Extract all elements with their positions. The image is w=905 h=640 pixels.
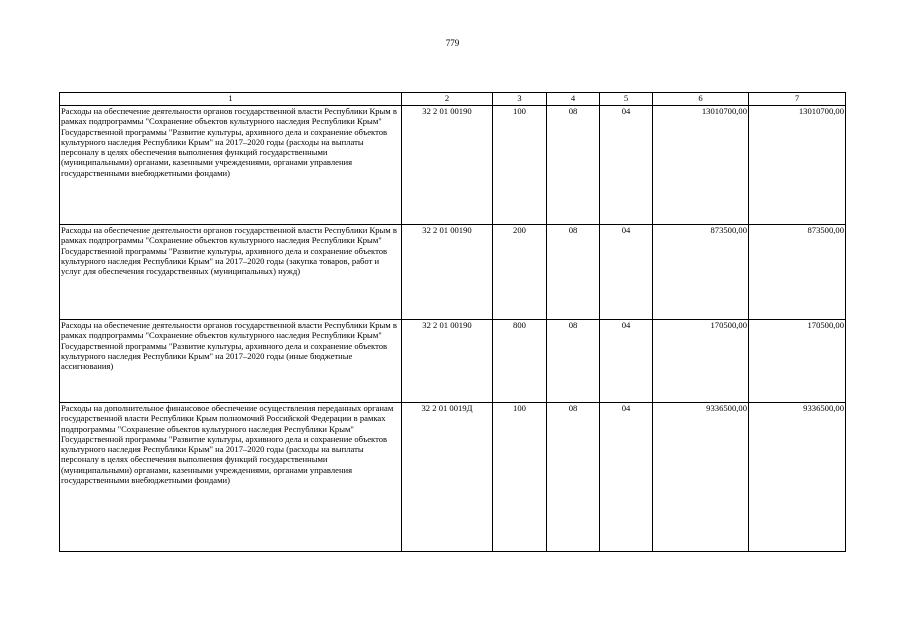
row-amount-col7: 170500,00 — [749, 320, 846, 403]
row-expense-type: 200 — [493, 225, 547, 320]
page-number: 779 — [445, 38, 460, 48]
table-row — [60, 225, 846, 320]
row-description: Расходы на обеспечение деятельности органов государственной власти Республики Крым в рамках подпрограммы "Сохранение объектов культурного наследия Республики Крым" Государственной программы "Развитие культуры, архивного дела и сохранение объектов культурного наследия Республики Крым" на 2017–2020 годы (закупка товаров, работ и услуг для обеспечения государственных (муниципальных) нужд) — [60, 225, 402, 320]
header-col-4: 4 — [547, 93, 600, 106]
row-amount-col6: 170500,00 — [653, 320, 749, 403]
row-expense-type: 100 — [493, 403, 547, 552]
row-section: 08 — [547, 320, 600, 403]
table-row — [60, 106, 846, 225]
header-col-3: 3 — [493, 93, 547, 106]
row-section: 08 — [547, 225, 600, 320]
row-amount-col6: 873500,00 — [653, 225, 749, 320]
row-amount-col6: 9336500,00 — [653, 403, 749, 552]
header-col-2: 2 — [402, 93, 493, 106]
header-col-5: 5 — [600, 93, 653, 106]
row-target-code: 32 2 01 00190 — [402, 225, 493, 320]
row-target-code: 32 2 01 00190 — [402, 320, 493, 403]
table-row — [60, 403, 846, 552]
row-expense-type: 100 — [493, 106, 547, 225]
budget-table — [59, 92, 846, 552]
row-subsection: 04 — [600, 106, 653, 225]
row-subsection: 04 — [600, 320, 653, 403]
header-col-1: 1 — [60, 93, 402, 106]
row-subsection: 04 — [600, 403, 653, 552]
row-amount-col7: 13010700,00 — [749, 106, 846, 225]
row-description: Расходы на обеспечение деятельности органов государственной власти Республики Крым в рамках подпрограммы "Сохранение объектов культурного наследия Республики Крым" Государственной программы "Развитие культуры, архивного дела и сохранение объектов культурного наследия Республики Крым" на 2017–2020 годы (расходы на выплаты персоналу в целях обеспечения выполнения функций государственными (муниципальными) органами, казенными учреждениями, органами управления государственными внебюджетными фондами) — [60, 106, 402, 225]
header-col-7: 7 — [749, 93, 846, 106]
row-section: 08 — [547, 403, 600, 552]
row-description: Расходы на дополнительное финансовое обеспечение осуществления переданных органам государственной власти Республики Крым полномочий Российской Федерации в рамках подпрограммы "Сохранение объектов культурного наследия Республики Крым" Государственной программы "Развитие культуры, архивного дела и сохранение объектов культурного наследия Республики Крым" на 2017–2020 годы (расходы на выплаты персоналу в целях обеспечения выполнения функций государственными (муниципальными) органами, казенными учреждениями, органами управления государственными внебюджетными фондами) — [60, 403, 402, 552]
table-row — [60, 320, 846, 403]
row-amount-col7: 9336500,00 — [749, 403, 846, 552]
row-amount-col6: 13010700,00 — [653, 106, 749, 225]
row-subsection: 04 — [600, 225, 653, 320]
row-expense-type: 800 — [493, 320, 547, 403]
header-row — [60, 93, 846, 106]
row-description: Расходы на обеспечение деятельности органов государственной власти Республики Крым в рамках подпрограммы "Сохранение объектов культурного наследия Республики Крым" Государственной программы "Развитие культуры, архивного дела и сохранение объектов культурного наследия Республики Крым" на 2017–2020 годы (иные бюджетные ассигнования) — [60, 320, 402, 403]
row-section: 08 — [547, 106, 600, 225]
row-target-code: 32 2 01 0019Д — [402, 403, 493, 552]
header-col-6: 6 — [653, 93, 749, 106]
row-amount-col7: 873500,00 — [749, 225, 846, 320]
row-target-code: 32 2 01 00190 — [402, 106, 493, 225]
